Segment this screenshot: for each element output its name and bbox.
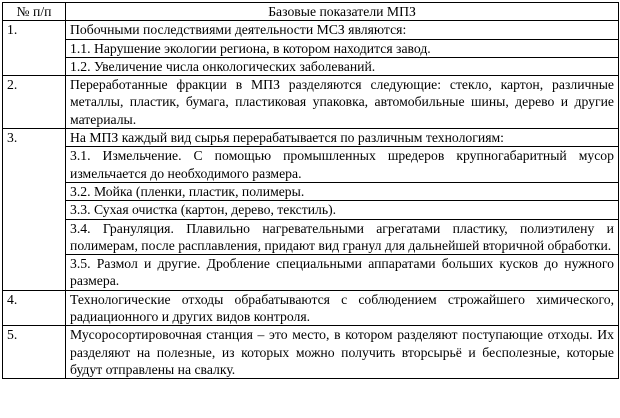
table-row xyxy=(3,39,619,57)
row-text: Побочными последствиями деятельности МСЗ являются: xyxy=(66,21,619,39)
row-text: 1.2. Увеличение числа онкологических заболеваний. xyxy=(66,57,619,75)
table-header-row xyxy=(3,3,619,21)
table-row xyxy=(3,182,619,200)
row-text: Переработанные фракции в МПЗ разделяются следующие: стекло, картон, различные металлы, пластик, бумага, пластиковая упаковка, автомобильные шины, дерево и другие материалы. xyxy=(66,76,619,129)
row-number: 4. xyxy=(3,290,66,326)
table-row xyxy=(3,21,619,39)
row-number: 2. xyxy=(3,76,66,129)
table-row xyxy=(3,201,619,219)
header-number: № п/п xyxy=(3,3,66,21)
row-text: Технологические отходы обрабатываются с соблюдением строжайшего химического, радиационного и других видов контроля. xyxy=(66,290,619,326)
row-text: 1.1. Нарушение экологии региона, в котором находится завод. xyxy=(66,39,619,57)
table-row xyxy=(3,290,619,326)
table-row xyxy=(3,147,619,183)
table-row xyxy=(3,129,619,147)
row-text: 3.2. Мойка (пленки, пластик, полимеры. xyxy=(66,182,619,200)
table-row xyxy=(3,76,619,129)
indicators-table xyxy=(2,2,619,379)
table-row xyxy=(3,219,619,255)
header-indicators: Базовые показатели МПЗ xyxy=(66,3,619,21)
table-row xyxy=(3,326,619,379)
row-number: 5. xyxy=(3,326,66,379)
row-text: На МПЗ каждый вид сырья перерабатывается по различным технологиям: xyxy=(66,129,619,147)
row-text: 3.3. Сухая очистка (картон, дерево, текстиль). xyxy=(66,201,619,219)
row-number: 3. xyxy=(3,129,66,291)
table-row xyxy=(3,57,619,75)
table-row xyxy=(3,255,619,291)
row-text: 3.1. Измельчение. С помощью промышленных шредеров крупногабаритный мусор измельчается до необходимого размера. xyxy=(66,147,619,183)
row-number: 1. xyxy=(3,21,66,76)
row-text: Мусоросортировочная станция – это место, в котором разделяют поступающие отходы. Их разделяют на полезные, из которых можно получить вторсырьё и бесполезные, которые будут отправлены на свалку. xyxy=(66,326,619,379)
row-text: 3.5. Размол и другие. Дробление специальными аппаратами больших кусков до нужного размера. xyxy=(66,255,619,291)
row-text: 3.4. Грануляция. Плавильно нагревательными агрегатами пластику, полиэтилену и полимерам, после расплавления, придают вид гранул для дальнейшей вторичной обработки. xyxy=(66,219,619,255)
